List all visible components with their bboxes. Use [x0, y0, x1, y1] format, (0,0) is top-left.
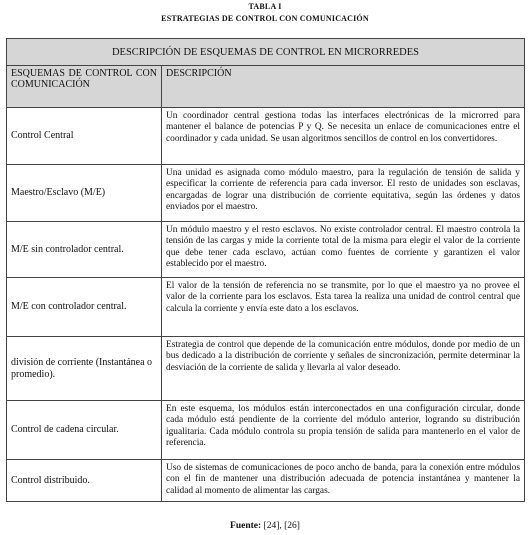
- table-row: [7, 222, 525, 278]
- source-label: Fuente:: [230, 521, 262, 531]
- table-main-header: DESCRIPCIÓN DE ESQUEMAS DE CONTROL EN MICRORREDES: [7, 39, 525, 66]
- column-header-scheme: ESQUEMAS DE CONTROL CON COMUNICACIÓN: [7, 66, 162, 108]
- source-refs: [24], [26]: [263, 521, 300, 531]
- scheme-cell: Control distribuido.: [7, 460, 162, 502]
- scheme-cell: Maestro/Esclavo (M/E): [7, 165, 162, 222]
- description-cell: Un módulo maestro y el resto esclavos. No existe controlador central. El maestro controla la tensión de las cargas y mide la corriente total de la misma para elegir el valor de la corriente que debe tener cada esclavo, actúan como fuentes de corriente y garantizen el valor establecido por el maestro.: [162, 222, 525, 278]
- scheme-cell: M/E con controlador central.: [7, 278, 162, 337]
- table-row: [7, 165, 525, 222]
- scheme-cell: Control de cadena circular.: [7, 401, 162, 460]
- scheme-cell: M/E sin controlador central.: [7, 222, 162, 278]
- description-cell: Un coordinador central gestiona todas las interfaces electrónicas de la microrred para mantener el balance de potencias P y Q. Se necesita un enlace de comunicaciones entre el coordinador y cada unidad. Se usan algoritmos sencillos de control en los convertidores.: [162, 108, 525, 165]
- table-row: [7, 460, 525, 502]
- scheme-cell: división de corriente (Instantánea o promedio).: [7, 337, 162, 401]
- control-strategies-table: [6, 38, 525, 502]
- table-main-header-row: [7, 39, 525, 66]
- table-row: [7, 278, 525, 337]
- column-header-description: DESCRIPCIÓN: [162, 66, 525, 108]
- table-source: [0, 520, 530, 532]
- description-cell: Estrategia de control que depende de la comunicación entre módulos, donde por medio de un bus dedicado a la distribución de corriente y señales de sincronización, permite determinar la desviación de la corriente de salida y llevarla al valor deseado.: [162, 337, 525, 401]
- column-header-row: [7, 66, 525, 108]
- table-number: TABLA I: [248, 2, 282, 11]
- table-title: ESTRATEGIAS DE CONTROL CON COMUNICACIÓN: [161, 14, 369, 23]
- table-row: [7, 337, 525, 401]
- description-cell: El valor de la tensión de referencia no se transmite, por lo que el maestro ya no provee el valor de la corriente para los esclavos. Esta tarea la realiza una unidad de control central que calcula la corriente y envía este dato a los esclavos.: [162, 278, 525, 337]
- table-row: [7, 401, 525, 460]
- scheme-cell: Control Central: [7, 108, 162, 165]
- description-cell: Una unidad es asignada como módulo maestro, para la regulación de tensión de salida y especificar la corriente de referencia para cada inversor. El resto de unidades son esclavas, encargadas de lograr una distribución de corriente equitativa, según las órdenes y datos enviados por el maestro.: [162, 165, 525, 222]
- table-row: [7, 108, 525, 165]
- description-cell: Uso de sistemas de comunicaciones de poco ancho de banda, para la conexión entre módulos con el fin de mantener una distribución adecuada de potencia instantánea y mantener la calidad al momento de alimentar las cargas.: [162, 460, 525, 502]
- description-cell: En este esquema, los módulos están interconectados en una configuración circular, donde cada módulo está pendiente de la corriente del módulo anterior, logrando su distribución igualitaria. Cada módulo controla su propia tensión de salida para mantenerlo en el valor de referencia.: [162, 401, 525, 460]
